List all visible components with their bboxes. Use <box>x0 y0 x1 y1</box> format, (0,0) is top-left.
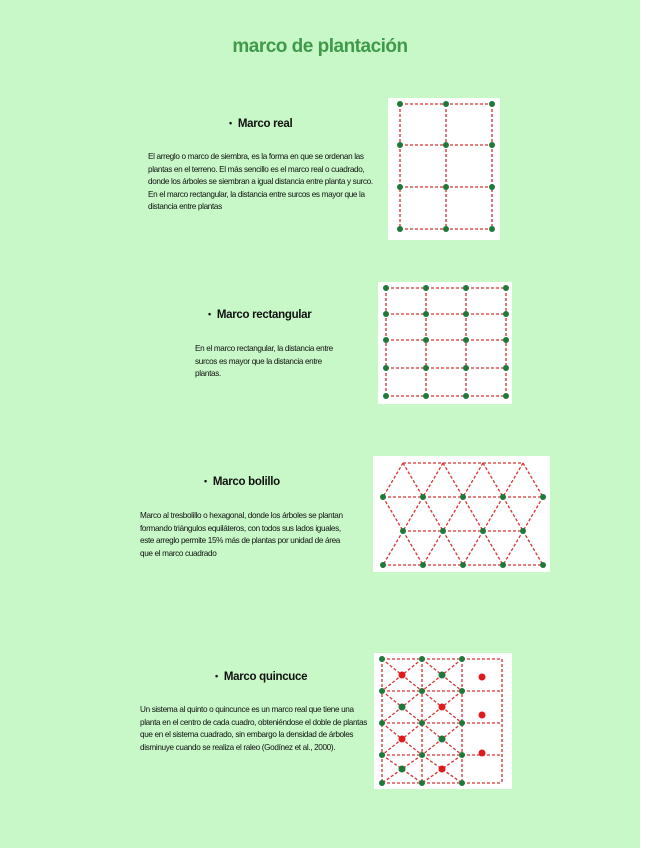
tree-dot <box>383 393 389 399</box>
center-dot <box>439 672 446 679</box>
tree-dot <box>500 494 506 500</box>
tree-dot <box>420 494 426 500</box>
tree-dot <box>383 337 389 343</box>
tree-dot <box>419 656 425 662</box>
tree-dot <box>459 720 465 726</box>
tree-dot <box>397 184 403 190</box>
row-line <box>443 497 463 531</box>
tree-dot <box>459 780 465 786</box>
center-dot <box>399 704 406 711</box>
paragraph-marco-real: El arreglo o marco de siembra, es la forma en que se ordenan las plantas en el terreno. El más sencillo es el marco real o cuadrado, donde los árboles se siembran a igual distancia entre planta y surco. En el marco rectangular, la distancia entre surcos es mayor que la distancia entre plantas <box>148 152 373 211</box>
center-dot <box>439 766 446 773</box>
paragraph-marco-bolillo: Marco al tresbolillo o hexagonal, donde los árboles se plantan formando triángulos equiláteros, con todos sus lados iguales, este arreglo permite 15% más de plantas por unidad de área que el marco cuadrado <box>140 511 343 558</box>
rectangular-grid-diagram <box>378 282 512 404</box>
tree-dot <box>419 720 425 726</box>
row-line <box>383 497 403 531</box>
page-title: marco de plantación <box>232 36 408 57</box>
row-line <box>443 463 463 497</box>
tree-dot <box>423 285 429 291</box>
tree-dot <box>443 142 449 148</box>
tree-dot <box>463 337 469 343</box>
tree-dot <box>540 494 546 500</box>
row-line <box>403 463 423 497</box>
paragraph-marco-quincuce: Un sistema al quinto o quincunce es un marco real que tiene una planta en el centro de cada cuadro, obteniéndose el doble de plantas que en el sistema cuadrado, sin embargo la densidad de árboles disminuye cuando se realiza el raleo (Godínez et al., 2000). <box>140 705 368 752</box>
tree-dot <box>397 101 403 107</box>
tree-dot <box>459 752 465 758</box>
heading-text: Marco rectangular <box>216 309 312 321</box>
center-dot <box>479 712 486 719</box>
tree-dot <box>503 365 509 371</box>
tree-dot <box>419 752 425 758</box>
row-line <box>503 531 523 565</box>
tree-dot <box>379 720 385 726</box>
row-line <box>483 497 503 531</box>
bullet: • <box>215 671 218 681</box>
tree-dot <box>489 142 495 148</box>
heading-text: Marco real <box>237 118 293 130</box>
heading-marco-quincuce <box>215 671 307 683</box>
tree-dot <box>463 285 469 291</box>
tree-dot <box>423 337 429 343</box>
row-line <box>503 463 523 497</box>
center-dot <box>479 750 486 757</box>
tree-dot <box>500 562 506 568</box>
row-line <box>463 531 483 565</box>
tree-dot <box>463 311 469 317</box>
tree-dot <box>459 656 465 662</box>
row-line <box>483 531 503 565</box>
row-line <box>383 463 403 497</box>
center-dot <box>439 704 446 711</box>
row-line <box>463 463 483 497</box>
heading-marco-rectangular <box>208 309 311 321</box>
heading-marco-real <box>229 118 292 130</box>
row-line <box>423 497 443 531</box>
tree-dot <box>397 142 403 148</box>
tree-dot <box>443 184 449 190</box>
quincunx-grid-diagram <box>374 653 512 789</box>
row-line <box>463 497 483 531</box>
tree-dot <box>379 780 385 786</box>
tree-dot <box>459 688 465 694</box>
tree-dot <box>400 528 406 534</box>
tree-dot <box>460 562 466 568</box>
row-line <box>443 531 463 565</box>
triangular-grid-diagram <box>373 456 550 572</box>
tree-dot <box>380 562 386 568</box>
tree-dot <box>383 311 389 317</box>
row-line <box>523 531 543 565</box>
row-line <box>523 497 543 531</box>
bullet: • <box>204 476 207 486</box>
tree-dot <box>463 365 469 371</box>
center-dot <box>479 674 486 681</box>
tree-dot <box>379 656 385 662</box>
row-line <box>403 497 423 531</box>
paragraph-marco-rectangular: En el marco rectangular, la distancia entre surcos es mayor que la distancia entre plantas. <box>195 344 333 378</box>
row-line <box>423 463 443 497</box>
tree-dot <box>397 226 403 232</box>
center-dot <box>399 672 406 679</box>
row-line <box>483 463 503 497</box>
tree-dot <box>423 365 429 371</box>
tree-dot <box>480 528 486 534</box>
tree-dot <box>380 494 386 500</box>
row-line <box>503 497 523 531</box>
tree-dot <box>503 337 509 343</box>
row-line <box>423 531 443 565</box>
tree-dot <box>379 688 385 694</box>
tree-dot <box>443 226 449 232</box>
row-line <box>383 531 403 565</box>
tree-dot <box>520 528 526 534</box>
tree-dot <box>489 184 495 190</box>
tree-dot <box>423 311 429 317</box>
tree-dot <box>489 101 495 107</box>
row-line <box>523 463 543 497</box>
tree-dot <box>463 393 469 399</box>
heading-text: Marco quincuce <box>223 671 308 683</box>
bullet: • <box>229 118 232 128</box>
heading-marco-bolillo <box>204 476 280 488</box>
tree-dot <box>503 311 509 317</box>
tree-dot <box>503 285 509 291</box>
tree-dot <box>460 494 466 500</box>
tree-dot <box>383 365 389 371</box>
heading-text: Marco bolillo <box>212 476 280 488</box>
tree-dot <box>419 688 425 694</box>
tree-dot <box>489 226 495 232</box>
tree-dot <box>440 528 446 534</box>
tree-dot <box>443 101 449 107</box>
tree-dot <box>540 562 546 568</box>
tree-dot <box>419 780 425 786</box>
square-grid-diagram <box>388 98 500 240</box>
center-dot <box>439 736 446 743</box>
tree-dot <box>423 393 429 399</box>
row-line <box>403 531 423 565</box>
tree-dot <box>503 393 509 399</box>
center-dot <box>399 736 406 743</box>
tree-dot <box>383 285 389 291</box>
tree-dot <box>379 752 385 758</box>
center-dot <box>399 766 406 773</box>
tree-dot <box>420 562 426 568</box>
bullet: • <box>208 309 211 319</box>
